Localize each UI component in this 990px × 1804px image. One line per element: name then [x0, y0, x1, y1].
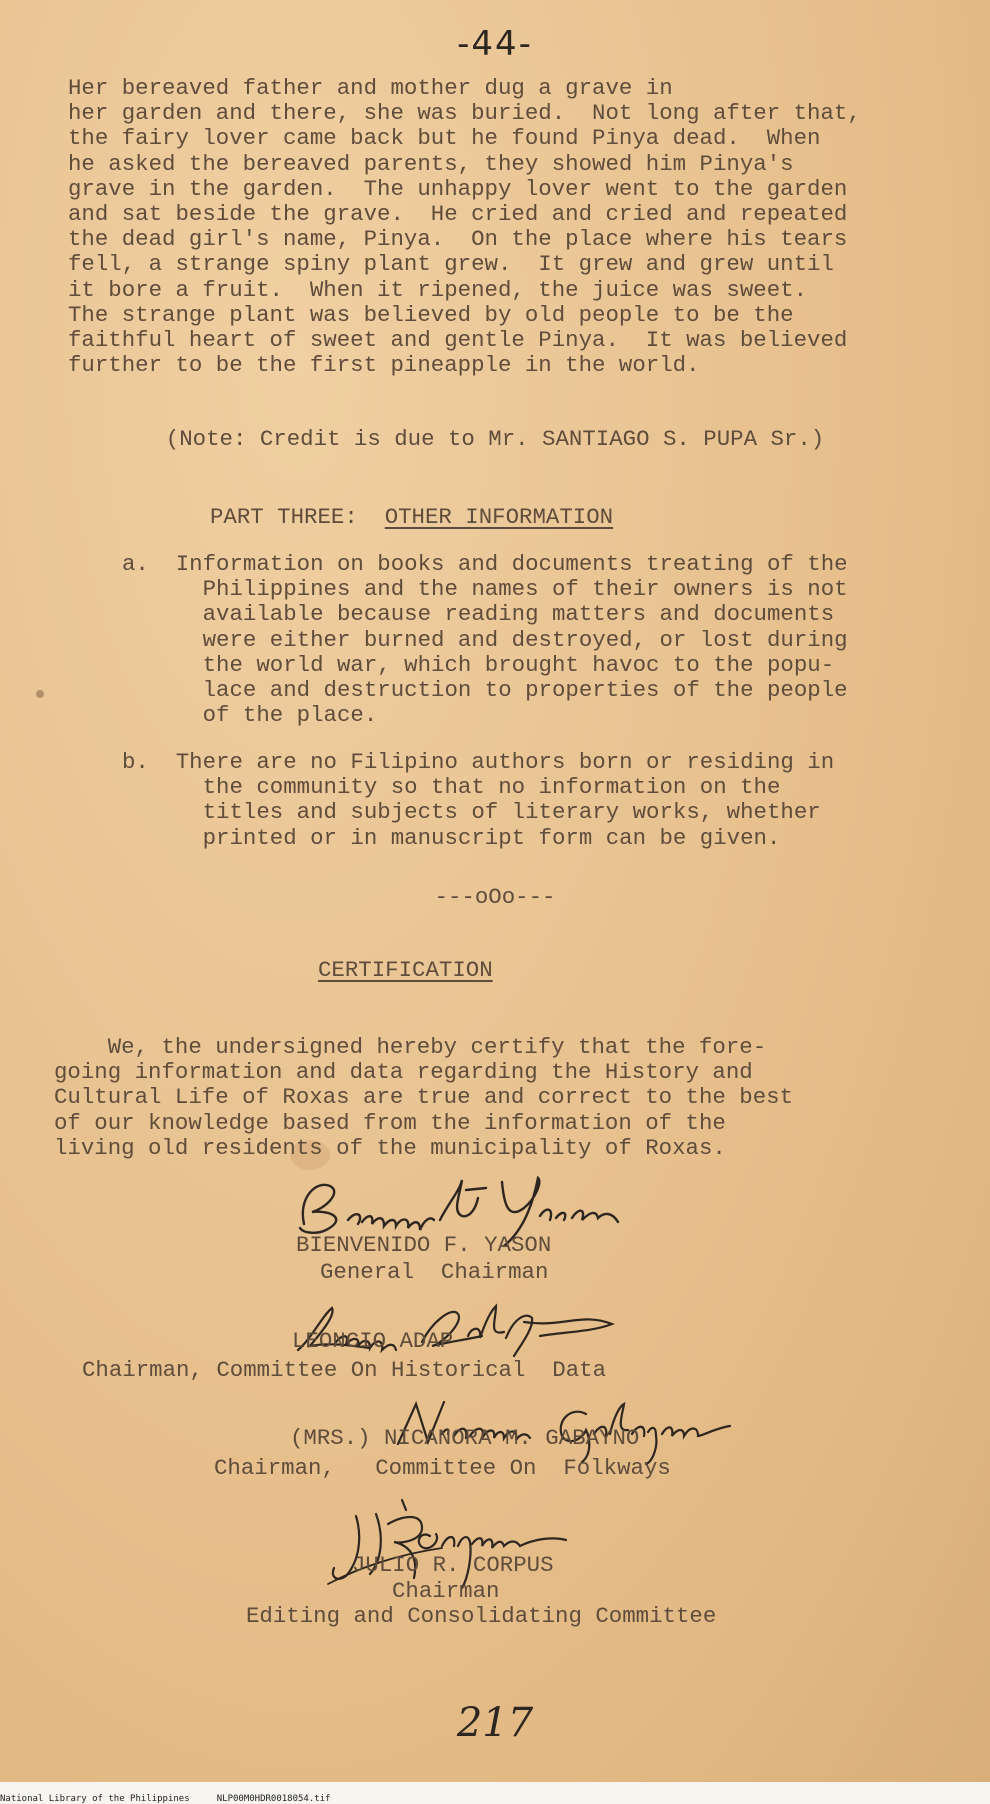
signatory-title-yason: General Chairman: [320, 1259, 549, 1285]
paper-speck: [36, 690, 44, 698]
signatory-name-adap: LEONCIO ADAP: [292, 1328, 454, 1354]
part-three-title: OTHER INFORMATION: [384, 504, 614, 530]
item-b: b. There are no Filipino authors born or residing in the community so that no information on the titles and subjects of literary works, whether printed or in manuscript form can be given.: [122, 749, 835, 851]
signatory-title-adap: Chairman, Committee On Historical Data: [82, 1357, 607, 1383]
page-number: -44-: [457, 24, 533, 64]
story-paragraph: Her bereaved father and mother dug a grave in her garden and there, she was buried. Not long after that, the fairy lover came back but he found Pinya dead. When he asked the bereaved parents, they showed him Pinya's grave in the garden. The unhappy lover went to the garden and sat beside the grave. He cried and cried and repeated the dead girl's name, Pinya. On the place where his tears fell, a strange spiny plant grew. It grew and grew until it bore a fruit. When it ripened, the juice was sweet. The strange plant was believed by old people to be the faithful heart of sweet and gentle Pinya. It was believed further to be the first pineapple in the world.: [68, 75, 861, 379]
signatory-name-corpus: JULIO R. CORPUS: [352, 1552, 554, 1578]
certification-heading: [318, 958, 493, 983]
part-three-prefix: PART THREE:: [210, 504, 385, 530]
archive-footer: National Library of the Philippines NLP00M0HDR0018054.tif: [0, 1794, 331, 1804]
signatory-title-corpus: Chairman: [392, 1578, 500, 1604]
signatory-name-yason: BIENVENIDO F. YASON: [296, 1232, 552, 1258]
signatory-name-gabayno: (MRS.) NICANORA M. GABAYNO: [290, 1425, 640, 1451]
item-a: a. Information on books and documents treating of the Philippines and the names of their owners is not available because reading matters and documents were either burned and destroyed, or lost during the world war, which brought havoc to the popu- lace and destruction to properties of the people of the place.: [122, 551, 848, 729]
certification-title: CERTIFICATION: [318, 957, 493, 983]
credit-note: (Note: Credit is due to Mr. SANTIAGO S. PUPA Sr.): [165, 426, 825, 452]
certification-paragraph: We, the undersigned hereby certify that the fore- going information and data regarding the History and Cultural Life of Roxas are true and correct to the best of our knowledge based from the information of the living old residents of the municipality of Roxas.: [54, 1034, 794, 1161]
signatory-title-gabayno: Chairman, Committee On Folkways: [214, 1455, 671, 1481]
section-divider: ---oOo---: [434, 884, 556, 910]
part-three-heading: [210, 505, 613, 530]
handwritten-page-number: 217: [456, 1700, 534, 1746]
signatory-committee-corpus: Editing and Consolidating Committee: [246, 1603, 717, 1629]
